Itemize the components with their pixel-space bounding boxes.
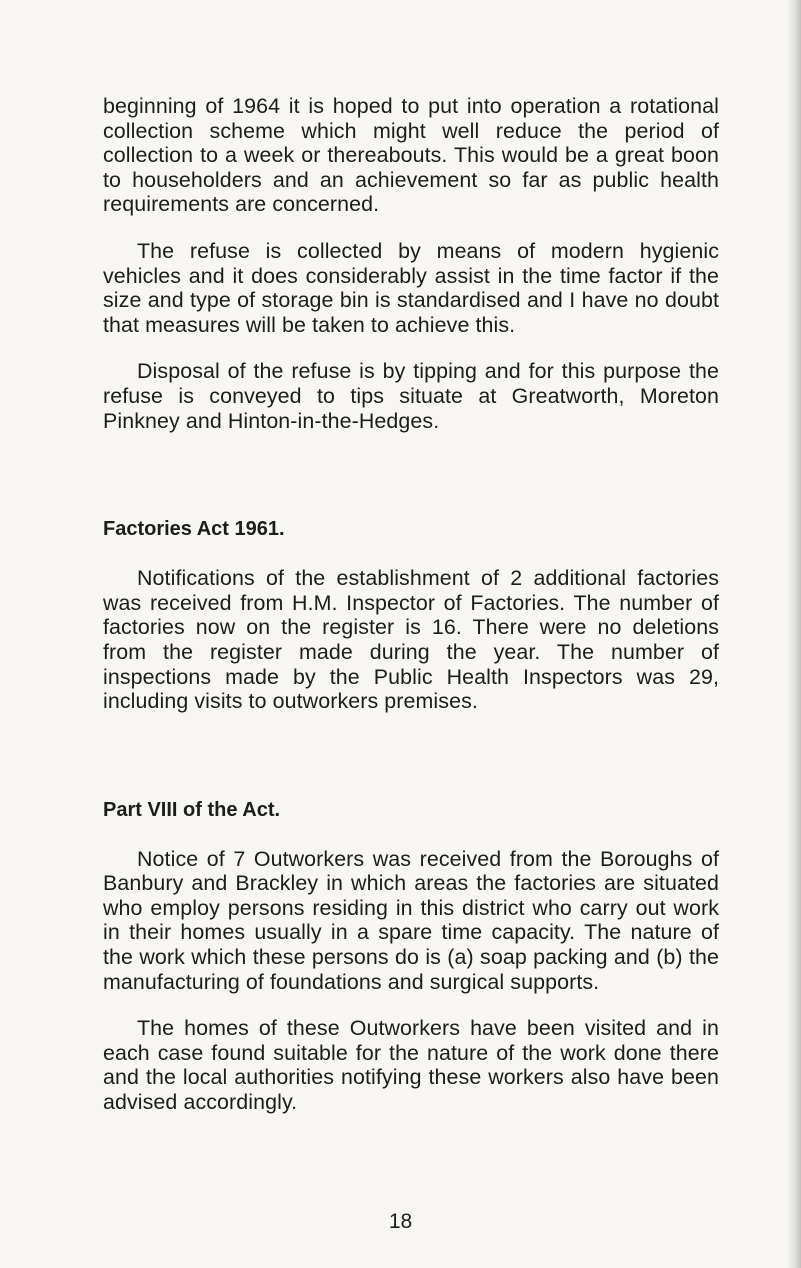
heading-factories-act: Factories Act 1961. xyxy=(103,518,285,541)
paragraph-outworkers-homes: The homes of these Outworkers have been visited and in each case found suitable for the nature of the work done there and the local authorities notifying these workers also have been advised accordingly. xyxy=(103,1016,719,1115)
paragraph-refuse-disposal: Disposal of the refuse is by tipping and for this purpose the refuse is conveyed to tips situate at Greatworth, Moreton Pinkney and Hinton-in-the-Hedges. xyxy=(103,359,719,433)
page-number: 18 xyxy=(388,1210,413,1233)
paragraph-refuse-vehicles: The refuse is collected by means of modern hygienic vehicles and it does considerably assist in the time factor if the size and type of storage bin is standardised and I have no doubt that measures will be taken to achieve this. xyxy=(103,238,719,337)
paragraph-factory-notifications: Notifications of the establishment of 2 additional factories was received from H.M. Inspector of Factories. The number of factories now on the register is 16. There were no deletions from the register made during the year. The number of inspections made by the Public Health Inspectors was 29, including visits to outworkers premises. xyxy=(103,566,719,714)
paragraph-rotational-collection: beginning of 1964 it is hoped to put into operation a rotational collection scheme which might well reduce the period of collection to a week or thereabouts. This would be a great boon to householders and an achievement so far as public health requirements are concerned. xyxy=(103,94,719,217)
heading-part-viii: Part VIII of the Act. xyxy=(103,798,281,821)
page-edge-shadow xyxy=(787,0,801,1268)
document-page xyxy=(103,94,719,1115)
paragraph-outworkers-notice: Notice of 7 Outworkers was received from the Boroughs of Banbury and Brackley in which areas the factories are situated who employ persons residing in this district who carry out work in their homes usually in a spare time capacity. The nature of the work which these persons do is (a) soap packing and (b) the manufacturing of foundations and surgical supports. xyxy=(103,846,719,994)
